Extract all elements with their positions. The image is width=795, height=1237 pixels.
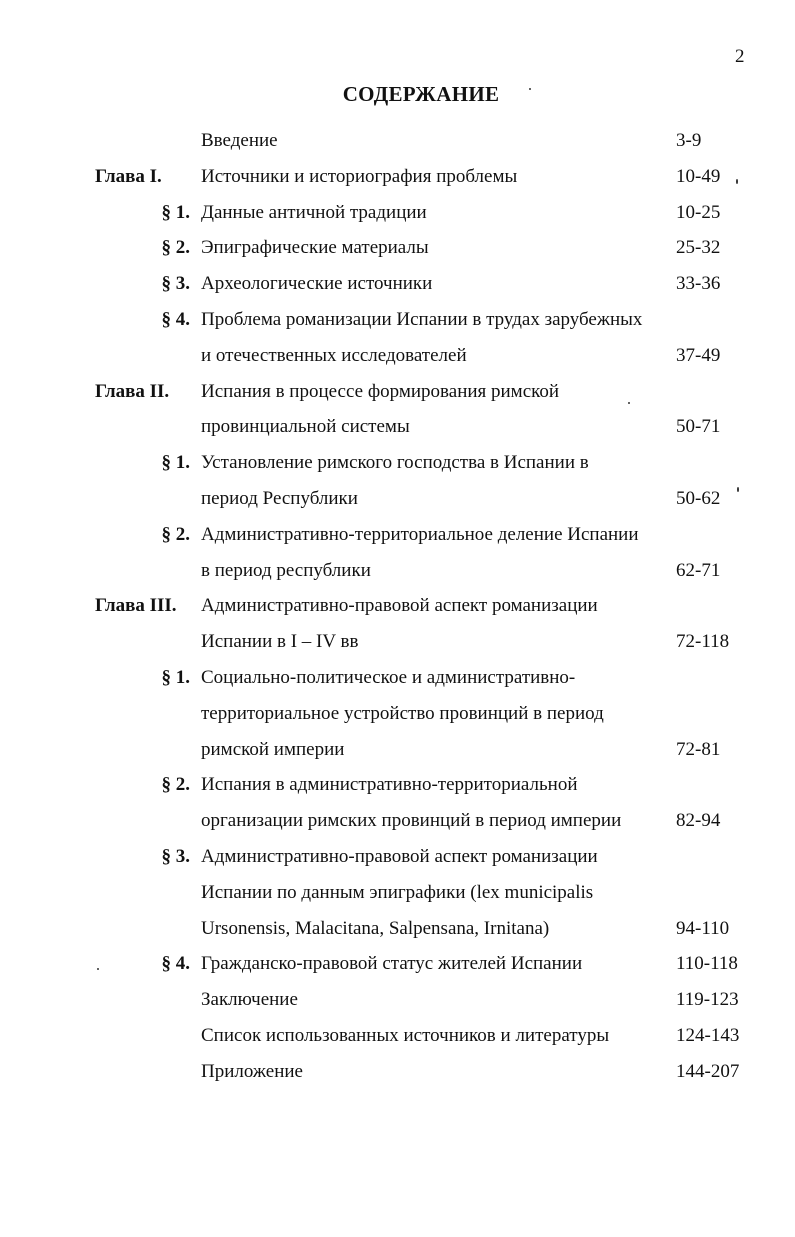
chapter-label: Глава I. <box>95 165 162 187</box>
toc-entry <box>0 982 795 1018</box>
page-range: 33-36 <box>676 273 721 295</box>
table-of-contents <box>0 123 795 1090</box>
entry-title: период Республики <box>201 487 358 509</box>
entry-title: Ursonensis, Malacitana, Salpensana, Irnitana) <box>201 917 550 939</box>
toc-entry <box>0 374 795 410</box>
toc-entry <box>0 1054 795 1090</box>
entry-title: Археологические источники <box>201 273 433 295</box>
scan-speck <box>529 88 531 90</box>
entry-title: римской империи <box>201 738 345 760</box>
section-number: § 4. <box>161 308 190 330</box>
scan-speck <box>736 179 738 184</box>
toc-entry <box>0 302 795 338</box>
chapter-label: Глава II. <box>95 380 170 402</box>
entry-title: территориальное устройство провинций в период <box>201 702 604 724</box>
entry-title: Испании в I – IV вв <box>201 631 359 653</box>
entry-title: Испании по данным эпиграфики (lex municipalis <box>201 881 594 903</box>
page-range: 10-49 <box>676 165 721 187</box>
entry-title: Список использованных источников и литературы <box>201 1024 610 1046</box>
entry-title: в период республики <box>201 559 371 581</box>
toc-entry <box>0 839 795 875</box>
section-number: § 3. <box>161 845 190 867</box>
toc-entry <box>0 660 795 696</box>
entry-title: Заключение <box>201 989 298 1011</box>
entry-title: Приложение <box>201 1060 303 1082</box>
toc-entry <box>0 123 795 159</box>
toc-entry <box>0 195 795 231</box>
toc-entry <box>0 588 795 624</box>
chapter-label: Глава III. <box>95 595 177 617</box>
section-number: § 2. <box>161 523 190 545</box>
toc-entry <box>0 875 795 911</box>
page-range: 144-207 <box>676 1060 740 1082</box>
page-range: 110-118 <box>676 953 738 975</box>
scan-speck <box>628 402 630 404</box>
entry-title: Эпиграфические материалы <box>201 237 429 259</box>
toc-entry <box>0 553 795 589</box>
section-number: § 2. <box>161 237 190 259</box>
entry-title: Административно-территориальное деление Испании <box>201 523 639 545</box>
entry-title: Гражданско-правовой статус жителей Испании <box>201 953 583 975</box>
page-range: 50-71 <box>676 416 721 438</box>
page-range: 72-118 <box>676 631 730 653</box>
scan-speck <box>737 487 739 492</box>
section-number: § 2. <box>161 774 190 796</box>
toc-entry <box>0 445 795 481</box>
entry-title: Проблема романизации Испании в трудах зарубежных <box>201 308 643 330</box>
page-range: 62-71 <box>676 559 721 581</box>
page-range: 3-9 <box>676 130 702 151</box>
entry-title: Испания в процессе формирования римской <box>201 380 560 402</box>
entry-title: Источники и историография проблемы <box>201 165 518 187</box>
page-range: 10-25 <box>676 201 721 223</box>
toc-entry <box>0 230 795 266</box>
entry-title: провинциальной системы <box>201 416 410 438</box>
entry-title: Испания в административно-территориальной <box>201 774 578 796</box>
toc-entry <box>0 732 795 768</box>
toc-entry <box>0 481 795 517</box>
entry-title: Социально-политическое и административно- <box>201 666 576 688</box>
entry-title: и отечественных исследователей <box>201 344 467 366</box>
section-number: § 1. <box>161 452 190 474</box>
entry-title: Административно-правовой аспект романизации <box>201 595 598 617</box>
scan-speck <box>97 968 99 970</box>
page-range: 72-81 <box>676 738 721 760</box>
section-number: § 1. <box>161 666 190 688</box>
section-number: § 1. <box>161 201 190 223</box>
page-title: СОДЕРЖАНИЕ <box>342 82 500 106</box>
page-number: 2 <box>735 46 745 67</box>
toc-entry <box>0 1018 795 1054</box>
toc-entry <box>0 159 795 195</box>
entry-title: организации римских провинций в период империи <box>201 810 622 832</box>
page-range: 124-143 <box>676 1024 740 1046</box>
toc-entry <box>0 624 795 660</box>
page-range: 94-110 <box>676 917 730 939</box>
toc-entry <box>0 911 795 947</box>
entry-title: Введение <box>201 130 278 151</box>
entry-title: Установление римского господства в Испании в <box>201 452 589 474</box>
page-range: 119-123 <box>676 989 739 1011</box>
toc-entry <box>0 409 795 445</box>
page-range: 82-94 <box>676 810 721 832</box>
page-range: 25-32 <box>676 237 721 259</box>
section-number: § 4. <box>161 953 190 975</box>
toc-entry <box>0 338 795 374</box>
toc-entry <box>0 946 795 982</box>
page-range: 50-62 <box>676 487 721 509</box>
toc-entry <box>0 803 795 839</box>
section-number: § 3. <box>161 273 190 295</box>
toc-entry <box>0 767 795 803</box>
entry-title: Данные античной традиции <box>201 201 427 223</box>
toc-entry <box>0 696 795 732</box>
entry-title: Административно-правовой аспект романизации <box>201 845 598 867</box>
toc-entry <box>0 266 795 302</box>
toc-entry <box>0 517 795 553</box>
page-range: 37-49 <box>676 344 721 366</box>
